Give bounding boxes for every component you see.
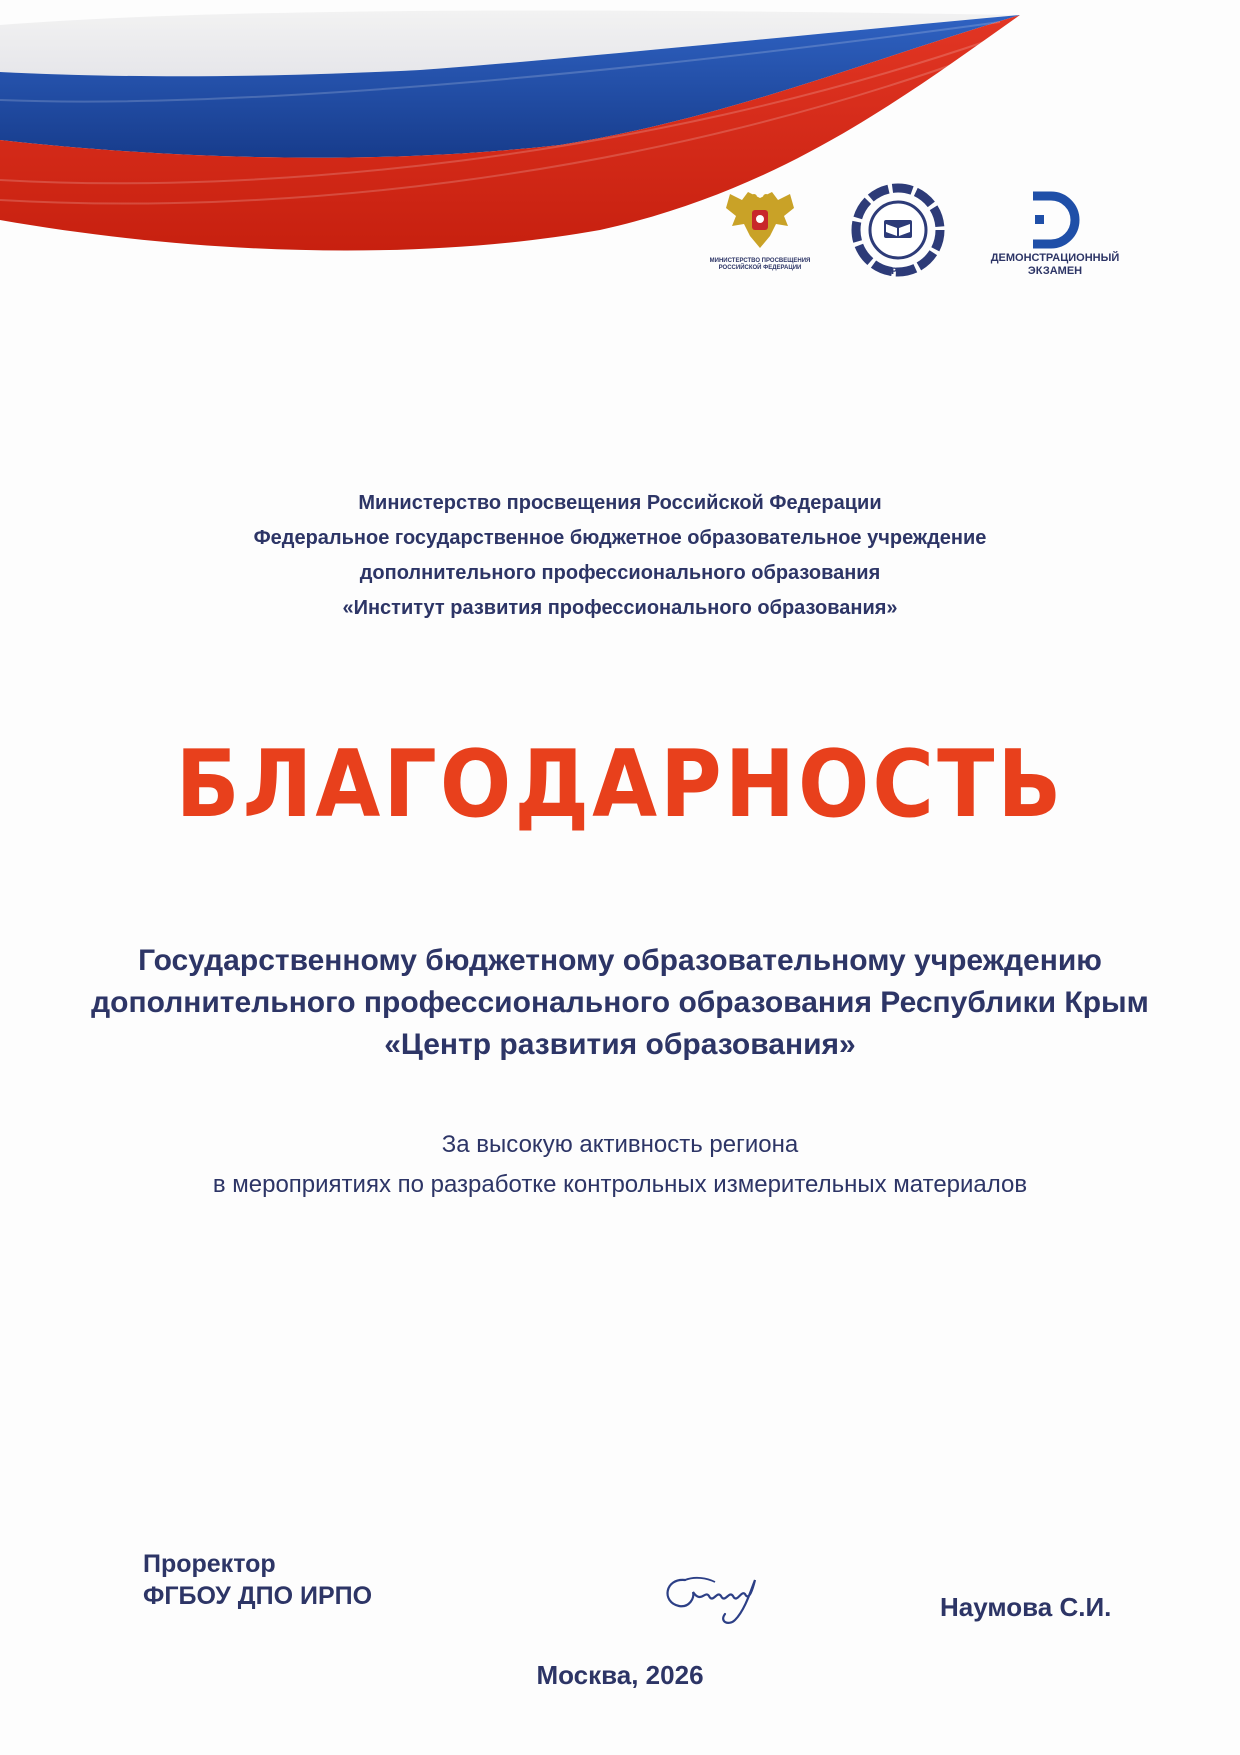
signatory-name: Наумова С.И. <box>940 1592 1112 1622</box>
recipient-line-2: дополнительного профессионального образования Республики Крым <box>91 986 1149 1019</box>
issuer-line-2: Федеральное государственное бюджетное образовательное учреждение <box>253 527 987 549</box>
recipient-line-1: Государственному бюджетному образовательному учреждению <box>138 944 1102 977</box>
coat-of-arms-icon <box>720 190 800 252</box>
logos-row <box>700 180 1160 300</box>
signatory-position-line-1: Проректор <box>143 1550 276 1578</box>
issuer-line-4: «Институт развития профессионального образования» <box>342 597 898 619</box>
signatory-position <box>143 1548 372 1612</box>
recipient-block <box>0 940 1240 1066</box>
demo-exam-logo-caption: ДЕМОНСТРАЦИОННЫЙ ЭКЗАМЕН <box>990 252 1120 277</box>
irpo-emblem-icon <box>850 182 946 278</box>
recipient-line-3: «Центр развития образования» <box>384 1028 856 1061</box>
certificate-title: БЛАГОДАРНОСТЬ <box>175 730 1065 838</box>
city-year: Москва, 2026 <box>536 1660 704 1690</box>
issuer-line-1: Министерство просвещения Российской Федерации <box>358 492 882 514</box>
signatory-position-line-2: ФГБОУ ДПО ИРПО <box>143 1582 373 1610</box>
demo-exam-logo-icon <box>1025 190 1081 250</box>
issuer-line-3: дополнительного профессионального образования <box>359 562 881 584</box>
ministry-logo-caption: МИНИСТЕРСТВО ПРОСВЕЩЕНИЯ РОССИЙСКОЙ ФЕДЕРАЦИИ <box>709 258 811 271</box>
award-reason <box>0 1125 1240 1205</box>
irpo-logo-label: ИРПО <box>883 267 913 277</box>
reason-line-1: За высокую активность региона <box>441 1131 799 1158</box>
issuer-header <box>0 486 1240 626</box>
handwritten-signature <box>655 1560 765 1630</box>
reason-line-2: в мероприятиях по разработке контрольных измерительных материалов <box>212 1171 1028 1198</box>
